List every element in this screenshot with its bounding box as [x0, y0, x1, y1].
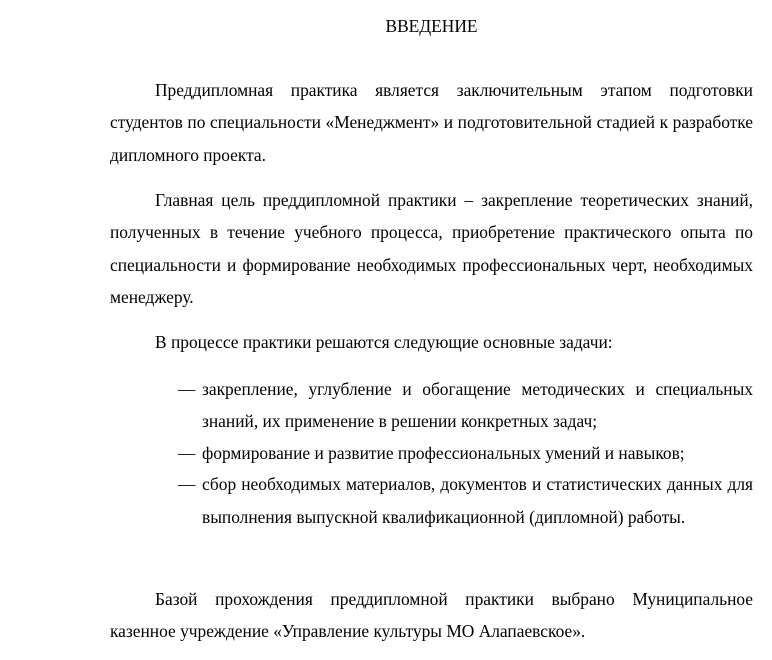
paragraph-base: Базой прохождения преддипломной практики выбрано Муниципальное казенное учреждение «Управление культуры МО Алапаевское».	[110, 589, 753, 642]
list-item	[110, 437, 753, 469]
paragraph-tasks-lead: В процессе практики решаются следующие основные задачи:	[155, 332, 613, 352]
task-list	[110, 373, 753, 532]
task-text: сбор необходимых материалов, документов и статистических данных для выполнения выпускной квалификационной (дипломной) работы.	[202, 474, 753, 527]
task-text: формирование и развитие профессиональных умений и навыков;	[202, 442, 685, 463]
task-text: закрепление, углубление и обогащение методических и специальных знаний, их применение в решении конкретных задач;	[202, 379, 753, 432]
list-item	[110, 468, 753, 533]
list-dash: —	[178, 474, 196, 495]
paragraph-goal: Главная цель преддипломной практики – закрепление теоретических знаний, полученных в течение учебного процесса, приобретение практического опыта по специальности и формирование необходимых профессиональных черт, необходимых менеджеру.	[110, 190, 753, 308]
list-dash: —	[178, 379, 196, 399]
list-dash: —	[178, 442, 196, 463]
document-title: ВВЕДЕНИЕ	[385, 16, 478, 36]
list-item	[110, 373, 753, 438]
paragraph-intro: Преддипломная практика является заключительным этапом подготовки студентов по специальности «Менеджмент» и подготовительной стадией к разработке дипломного проекта.	[110, 80, 753, 165]
